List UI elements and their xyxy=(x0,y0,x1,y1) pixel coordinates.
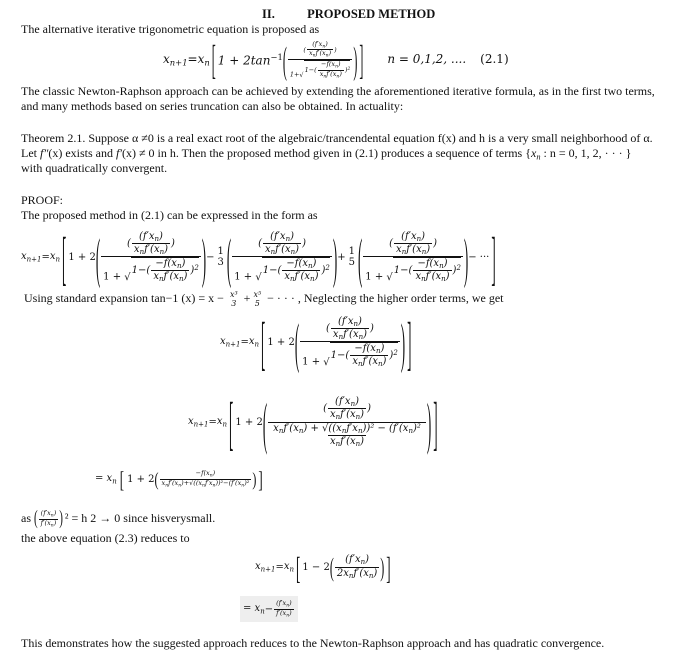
eq1-fraction: ( $\frac{(f'x_n)}{x_nf'(x_n)}$ ) 1+ √ 1−( $\frac{-f(x_n)}{x_nf'(x_n)}$ )$^2$ xyxy=(289,39,351,79)
reduces-text: the above equation (2.3) reduces to xyxy=(21,531,190,545)
as-condition-line: as ( $\frac{(f'x_n)}{f'(x_n)}$ ) ² = h 2 → 0 since hisverysmall. xyxy=(21,507,216,529)
simplified-equation: = $x_n$ [ 1 + 2 ( $\frac{-f(x_n)}{x_nf'(x_n)+√((x_nf'x_n))^2-(f'(x_n)^2}$ ) ] xyxy=(95,465,263,493)
reduced-equation: $x_{n+1}$ = $x_n$ [ 1 − 2 ( $\frac{(f'x_n)}{2x_nf'(x_n)}$ ) ] xyxy=(255,549,391,585)
series-term-2: ( $\frac{(f'x_n)}{x_nf'(x_n)}$ ) 1 + √ 1−( $\frac{-f(x_n)}{x_nf'(x_n)}$ )$^2$ xyxy=(234,230,330,284)
intro-paragraph: The alternative iterative trigonometric equation is proposed as xyxy=(21,22,320,36)
eq-lhs: $x_{n+1}$ xyxy=(163,51,188,68)
expansion-text: Using standard expansion tan−1 (x) = x − x³ 3 + x⁵ 5 − · · · , Neglecting the higher order terms, we get xyxy=(24,290,504,309)
left-bracket: [ xyxy=(211,36,216,84)
theorem-line2: Let f″(x) exists and f′(x) ≠ 0 in h. Then the proposed method given in (2.1) produces a sequence of terms {$x_n$ : n = 0, 1, 2, · · · } xyxy=(21,146,632,162)
series-term-1: ( $\frac{(f'x_n)}{x_nf'(x_n)}$ ) 1 + √ 1−( $\frac{-f(x_n)}{x_nf'(x_n)}$ )$^2$ xyxy=(103,230,199,284)
conclusion-text: This demonstrates how the suggested approach reduces to the Newton-Raphson approach and has quadratic convergence. xyxy=(21,636,605,650)
equation-number: (2.1) xyxy=(480,52,509,67)
equation-2-1: $x_{n+1}$ = $x_n$ [ $1 + 2\tan^{-1}$ ( ( $\frac{(f'x_n)}{x_nf'(x_n)}$ ) 1+ √ 1−( $\frac{-f(x_n)}{x_nf'(x_n)}$ )$^2$ ) ] n = 0,1,2, .... (2.1) xyxy=(163,36,509,84)
proof-label: PROOF: xyxy=(21,193,64,207)
rationalized-equation: $x_{n+1}$ = $x_n$ [ 1 + 2 ( ( $\frac{(f'x_n)}{x_nf'(x_n)}$ ) $\frac{x_nf'(x_n) + √((x_nf'x_n))^2 - (f'(x_n)^2}{x_nf'(x_n)}$ ) ] xyxy=(188,387,438,457)
n-range: n = 0,1,2, .... xyxy=(387,52,467,67)
newton-paragraph-line1: The classic Newton-Raphson approach can be achieved by extending the aforementioned iterative formula, as in the first two terms, xyxy=(21,84,655,98)
newton-raphson-result: = $x_n$ − $\frac{(f'x_n)}{f'(x_n)}$ xyxy=(240,596,298,622)
truncated-equation: $x_{n+1}$ = $x_n$ [ 1 + 2 ( ( $\frac{(f'x_n)}{x_nf'(x_n)}$ ) 1 + √ 1−( $\frac{-f(x_n)}{x_nf'(x_n)}$ )$^2$ ) ] xyxy=(220,307,412,377)
proof-intro: The proposed method in (2.1) can be expressed in the form as xyxy=(21,208,318,222)
newton-paragraph-line2: and many methods based on series truncation can also be obtained. In actuality: xyxy=(21,99,404,113)
theorem-line3: with quadratically convergent. xyxy=(21,161,168,175)
section-title: PROPOSED METHOD xyxy=(307,7,436,21)
right-bracket: ] xyxy=(359,36,364,84)
theorem-line1: Theorem 2.1. Suppose α ≠0 is a real exact root of the algebraic/trancendental equation f(x) and h is a very small neighborhood of α. xyxy=(21,131,653,145)
series-equation: $x_{n+1}$ = $x_n$ [ 1 + 2 ( ( $\frac{(f'x_n)}{x_nf'(x_n)}$ ) 1 + √ 1−( $\frac{-f(x_n)}{x_nf'(x_n)}$ )$^2$ ) − 1 3 ( ( $\frac{(f'x_n)}{x_nf'(x_n)}$ ) 1 + √ 1−( $\frac{-f(x_n)}{x_nf'(x_n)}$ )$^2$ ) + 1 5 ( ( $\frac{(f'x_n)}{x_nf'(x_n)}$ ) 1 + √ 1−( $\frac{-f(x_n)}{x_nf'(x_n)}$ )$^2$ ) − ··· ] xyxy=(21,222,496,292)
section-number: II. xyxy=(262,7,275,21)
section-heading xyxy=(262,6,435,22)
series-term-3: ( $\frac{(f'x_n)}{x_nf'(x_n)}$ ) 1 + √ 1−( $\frac{-f(x_n)}{x_nf'(x_n)}$ )$^2$ xyxy=(365,230,461,284)
